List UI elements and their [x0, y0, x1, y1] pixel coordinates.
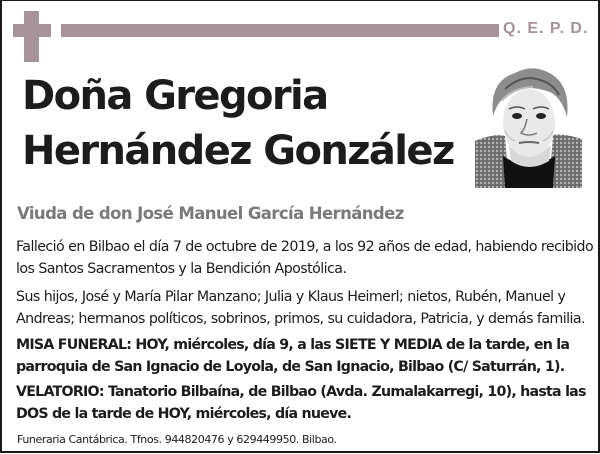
death-announcement: Falleció en Bilbao el día 7 de octubre de 2019, a los 92 años de edad, habiendo recibido los Santos Sacramentos y la Bendición Apostólica. — [16, 239, 594, 277]
cross-icon-arm — [13, 24, 51, 37]
funeral-mass-info: MISA FUNERAL: HOY, miércoles, día 9, a las SIETE Y MEDIA de la tarde, en la parroquia de San Ignacio de Loyola, de San Ignacio, Bilbao (C/ Saturrán, 1). — [16, 337, 570, 375]
qepd-label: Q. E. P. D. — [503, 20, 589, 37]
funeral-home-contact: Funeraria Cantábrica. Tfnos. 944820476 y 629449950. Bilbao. — [17, 433, 337, 446]
header-rule — [61, 24, 499, 37]
widow-subtitle: Viuda de don José Manuel García Hernández — [17, 204, 404, 223]
name-line-1: Doña Gregoria — [22, 73, 328, 119]
name-line-2: Hernández González — [22, 128, 454, 174]
family-list: Sus hijos, José y María Pilar Manzano; Julia y Klaus Heimerl; nietos, Rubén, Manuel y Andreas; hermanos políticos, sobrinos, primos, su cuidadora, Patricia, y demás familia. — [16, 289, 586, 327]
deceased-name — [22, 69, 454, 179]
portrait-photo — [475, 61, 582, 188]
portrait-image — [475, 61, 582, 188]
wake-info: VELATORIO: Tanatorio Bilbaína, de Bilbao (Avda. Zumalakarregi, 10), hasta las DOS de la tarde de HOY, miércoles, día nueve. — [16, 384, 586, 422]
